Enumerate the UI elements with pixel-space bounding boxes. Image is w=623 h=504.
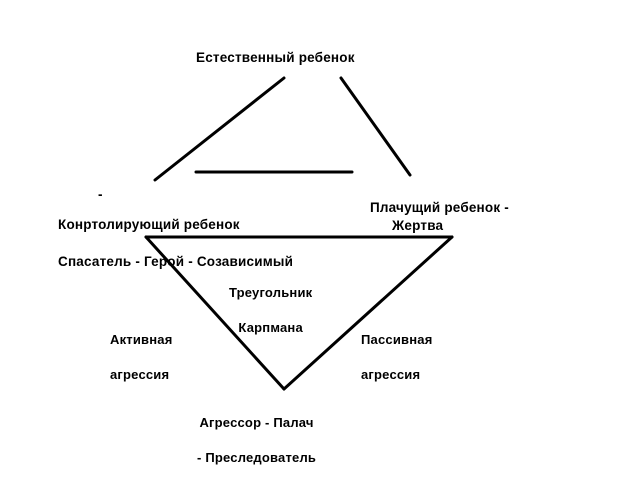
label-natural-child: Естественный ребенок — [196, 50, 355, 65]
label-passive-line1: Пассивная — [361, 331, 433, 347]
label-crying-child-group — [370, 181, 509, 254]
label-crying-child: Плачущий ребенок - — [370, 200, 509, 216]
label-controlling-child: Конртолирующий ребенок — [58, 217, 240, 233]
upper-right-edge — [341, 78, 410, 175]
label-passive-line2: агрессия — [361, 366, 421, 382]
label-bottom-line1: Агрессор - Палач — [199, 414, 314, 430]
label-passive-aggression — [361, 313, 433, 383]
label-active-line2: агрессия — [110, 366, 170, 382]
label-victim: Жертва — [392, 218, 444, 234]
label-karpman-line1: Треугольник — [229, 284, 313, 300]
label-rescuer-hero-codependent: Спасатель - Герой - Созависимый — [58, 253, 294, 269]
label-bottom-line2: - Преследователь — [197, 449, 317, 465]
label-left-dash: - — [98, 187, 103, 203]
label-karpman-line2: Карпмана — [238, 319, 303, 335]
label-karpman-triangle — [229, 266, 312, 336]
label-active-aggression — [110, 313, 173, 383]
upper-left-edge — [155, 78, 284, 180]
label-aggressor-persecutor — [197, 396, 316, 466]
label-active-line1: Активная — [110, 331, 173, 347]
label-controlling-child-group — [58, 168, 293, 271]
